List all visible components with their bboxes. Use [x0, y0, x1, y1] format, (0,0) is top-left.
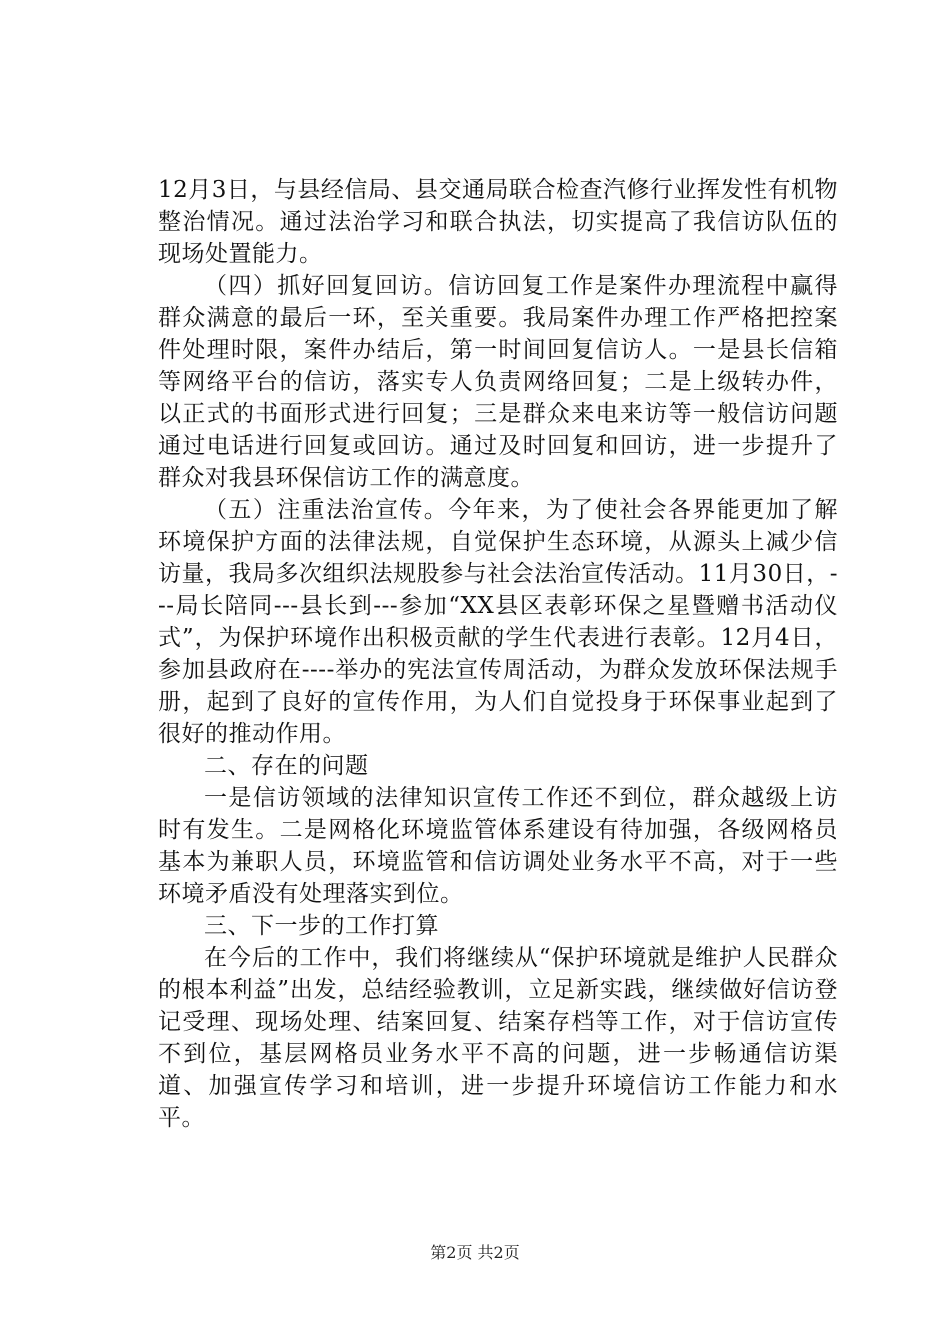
paragraph-reply-followup: （四）抓好回复回访。信访回复工作是案件办理流程中赢得群众满意的最后一环，至关重要。我局案件办理工作严格把控案件处理时限，案件办结后，第一时间回复信访人。一是县长信箱等网络平台的信访，落实专人负责网络回复；二是上级转办件，以正式的书面形式进行回复；三是群众来电来访等一般信访问题通过电话进行回复或回访。通过及时回复和回访，进一步提升了群众对我县环保信访工作的满意度。 — [158, 273, 838, 491]
document-body — [158, 174, 838, 1134]
page-number-footer: 第2页 共2页 — [430, 1243, 520, 1262]
section-heading-next-steps: 三、下一步的工作打算 — [204, 913, 439, 939]
section-heading-problems: 二、存在的问题 — [204, 753, 369, 779]
paragraph-next-steps: 在今后的工作中，我们将继续从“保护环境就是维护人民群众的根本利益”出发，总结经验教训，立足新实践，继续做好信访登记受理、现场处理、结案回复、结案存档等工作，对于信访宣传不到位，基层网格员业务水平不高的问题，进一步畅通信访渠道、加强宣传学习和培训，进一步提升环境信访工作能力和水平。 — [158, 945, 838, 1131]
paragraph-problems: 一是信访领域的法律知识宣传工作还不到位，群众越级上访时有发生。二是网格化环境监管体系建设有待加强，各级网格员基本为兼职人员，环境监管和信访调处业务水平不高，对于一些环境矛盾没有处理落实到位。 — [158, 785, 838, 907]
paragraph-joint-inspection: 12月3日，与县经信局、县交通局联合检查汽修行业挥发性有机物整治情况。通过法治学习和联合执法，切实提高了我信访队伍的现场处置能力。 — [158, 177, 838, 267]
paragraph-legal-publicity: （五）注重法治宣传。今年来，为了使社会各界能更加了解环境保护方面的法律法规，自觉保护生态环境，从源头上减少信访量，我局多次组织法规股参与社会法治宣传活动。11月30日，---局长陪同---县长到---参加“XX县区表彰环保之星暨赠书活动仪式”，为保护环境作出积极贡献的学生代表进行表彰。12月4日，参加县政府在----举办的宪法宣传周活动，为群众发放环保法规手册，起到了良好的宣传作用，为人们自觉投身于环保事业起到了很好的推动作用。 — [158, 497, 838, 747]
